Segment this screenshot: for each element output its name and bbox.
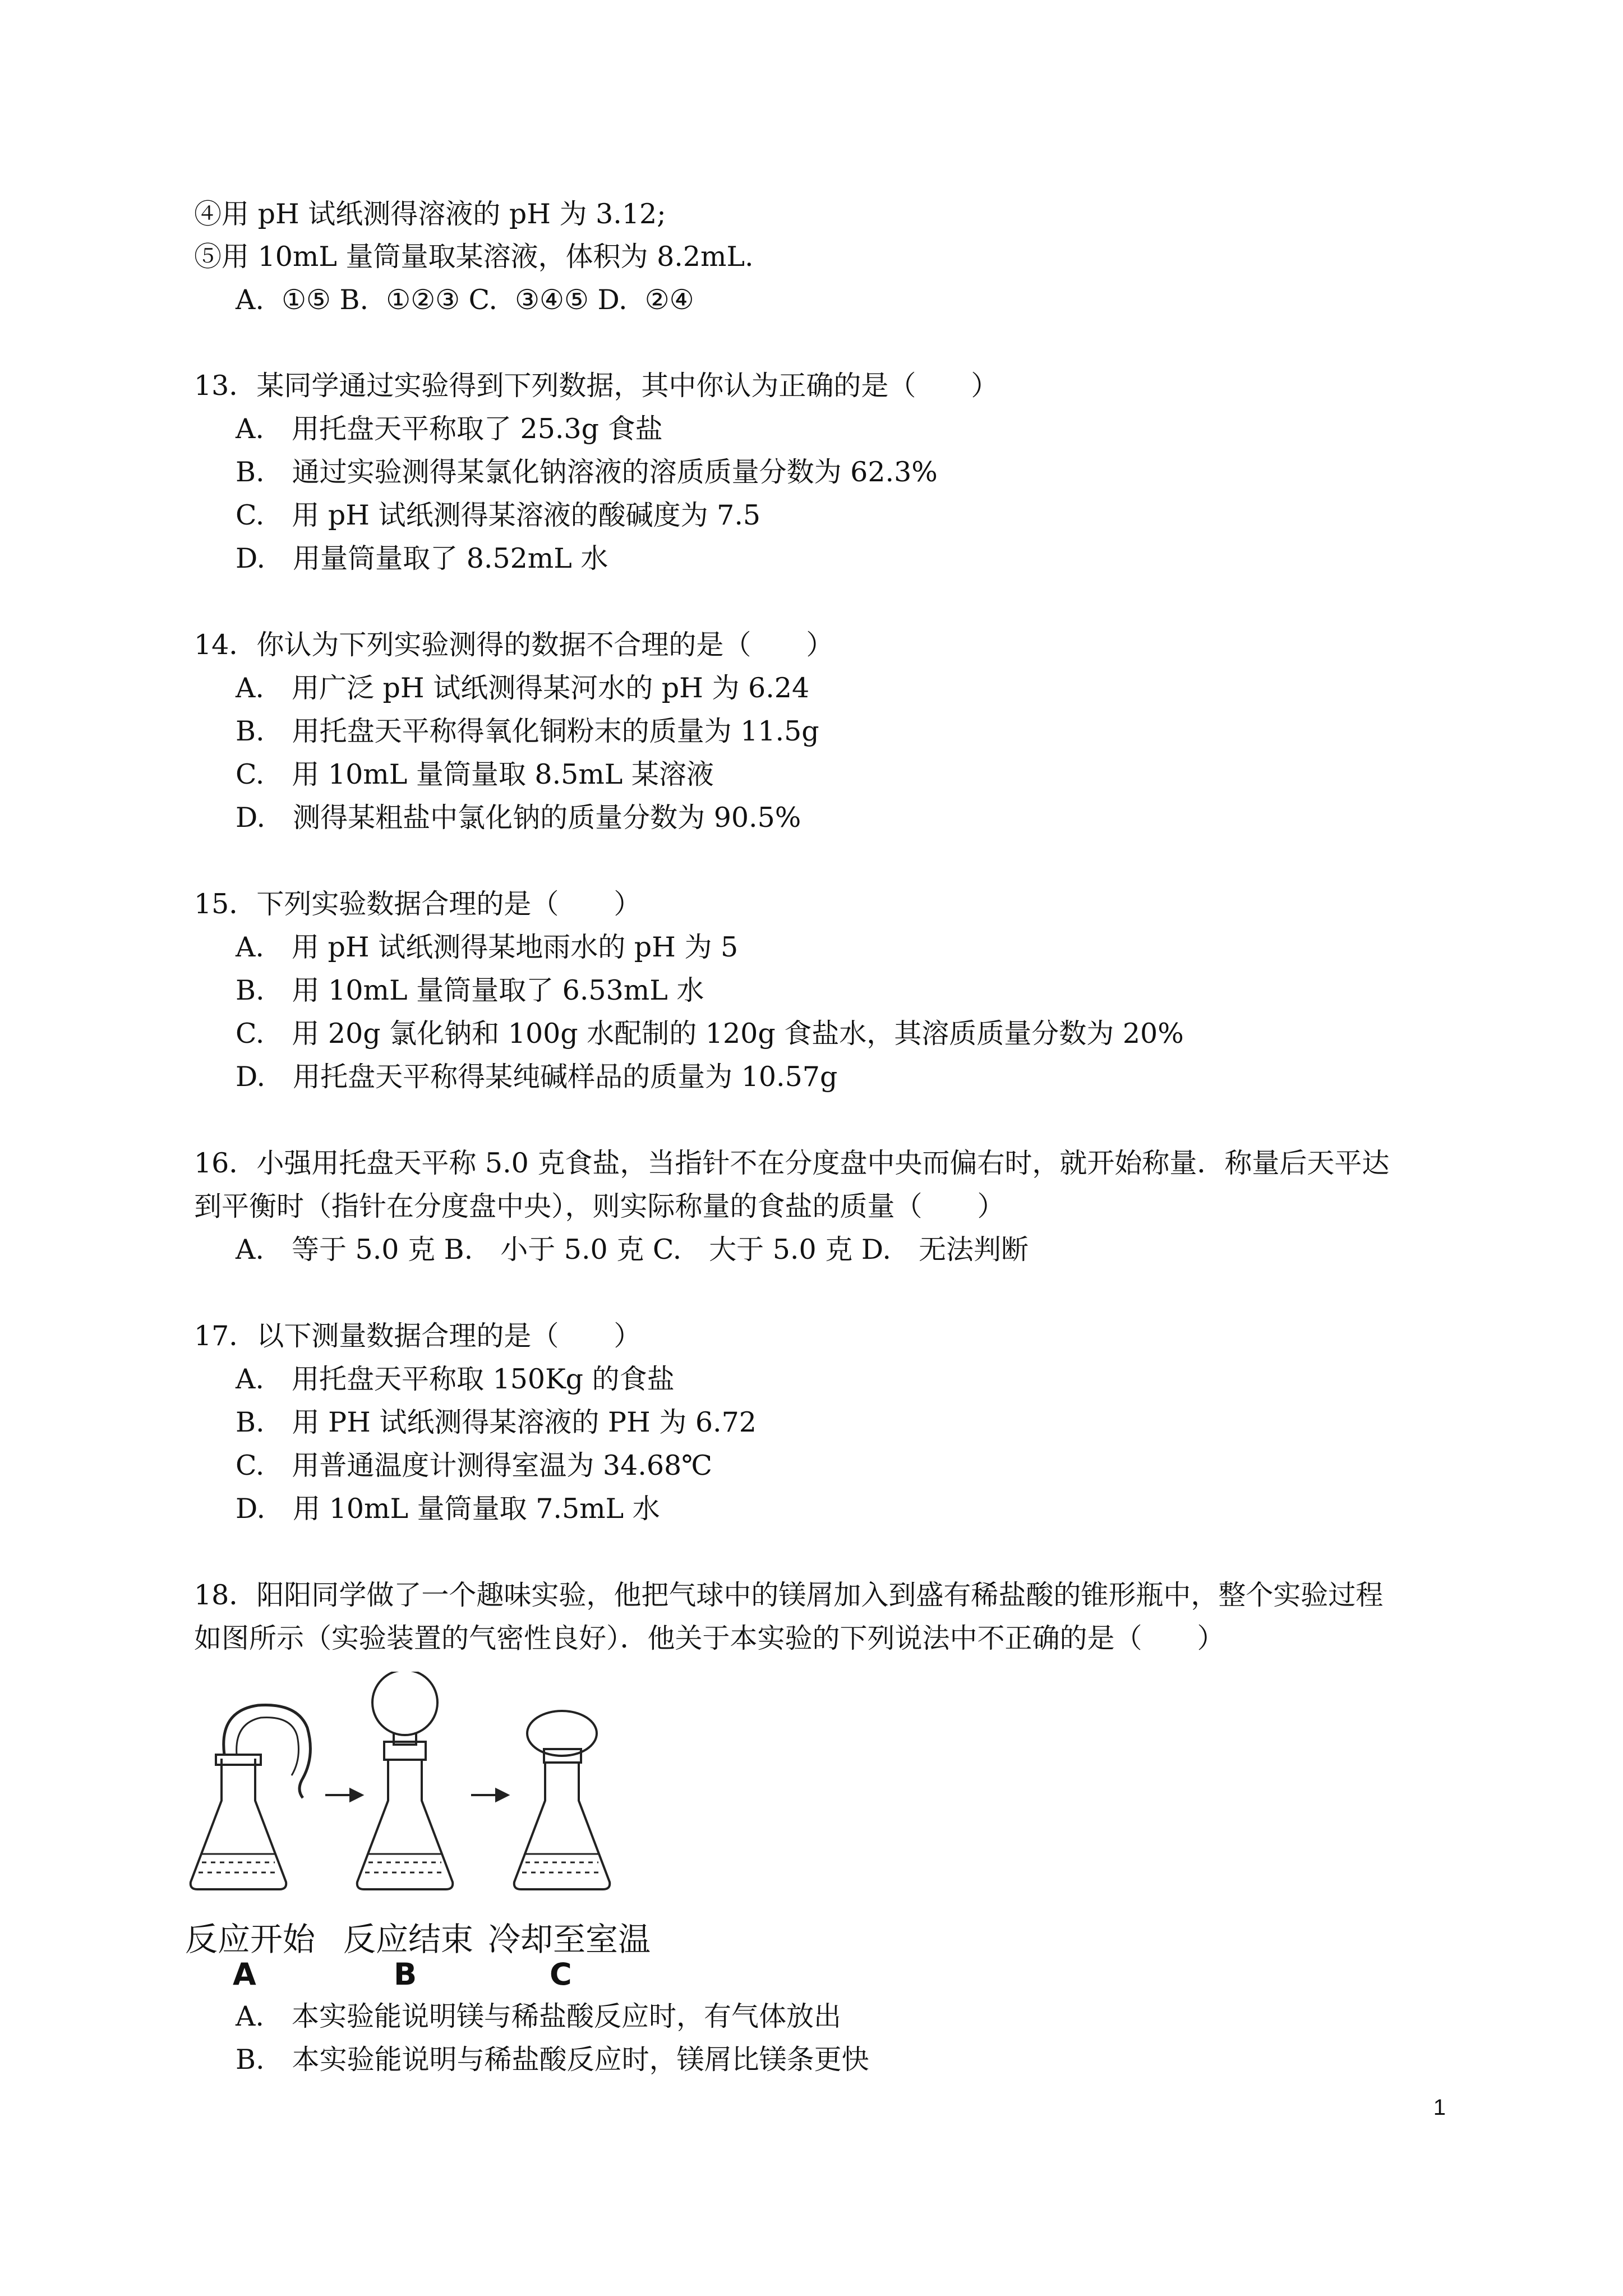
statement-4: ④用 pH 试纸测得溶液的 pH 为 3.12; bbox=[194, 198, 666, 230]
caption-b: 反应结束 bbox=[343, 1920, 474, 1958]
q15-option-d: D. 用托盘天平称得某纯碱样品的质量为 10.57g bbox=[236, 1061, 838, 1093]
q16-stem-line1: 16．小强用托盘天平称 5.0 克食盐，当指针不在分度盘中央而偏右时，就开始称量．称量后天平达 bbox=[194, 1147, 1390, 1179]
q18-option-a: A. 本实验能说明镁与稀盐酸反应时，有气体放出 bbox=[236, 2000, 841, 2032]
q15-option-b: B. 用 10mL 量筒量取了 6.53mL 水 bbox=[236, 974, 704, 1006]
q17-stem: 17．以下测量数据合理的是（ ） bbox=[194, 1320, 642, 1352]
q16-options: A. 等于 5.0 克 B. 小于 5.0 克 C. 大于 5.0 克 D. 无法判断 bbox=[236, 1234, 1029, 1266]
q17-option-c: C. 用普通温度计测得室温为 34.68℃ bbox=[236, 1450, 712, 1481]
q14-stem: 14．你认为下列实验测得的数据不合理的是（ ） bbox=[194, 629, 834, 661]
flask-a bbox=[191, 1705, 311, 1890]
label-b: B bbox=[394, 1957, 417, 1992]
q14-option-a: A. 用广泛 pH 试纸测得某河水的 pH 为 6.24 bbox=[236, 672, 810, 704]
q13-option-d: D. 用量筒量取了 8.52mL 水 bbox=[236, 542, 608, 574]
statement-5: ⑤用 10mL 量筒量取某溶液，体积为 8.2mL. bbox=[194, 241, 754, 273]
q14-option-d: D. 测得某粗盐中氯化钠的质量分数为 90.5% bbox=[236, 802, 801, 834]
arrow-1 bbox=[325, 1789, 362, 1801]
flask-c bbox=[514, 1711, 610, 1889]
q16-stem-line2: 到平衡时（指针在分度盘中央），则实际称量的食盐的质量（ ） bbox=[194, 1190, 1005, 1222]
experiment-figure bbox=[185, 1672, 667, 1997]
q14-option-b: B. 用托盘天平称得氧化铜粉末的质量为 11.5g bbox=[236, 715, 819, 747]
q17-option-d: D. 用 10mL 量筒量取 7.5mL 水 bbox=[236, 1493, 660, 1525]
q13-stem: 13．某同学通过实验得到下列数据，其中你认为正确的是（ ） bbox=[194, 370, 999, 402]
label-c: C bbox=[550, 1957, 572, 1992]
caption-c: 冷却至室温 bbox=[488, 1920, 651, 1958]
q17-option-b: B. 用 PH 试纸测得某溶液的 PH 为 6.72 bbox=[236, 1406, 757, 1438]
page-number: 1 bbox=[1433, 2095, 1446, 2120]
q13-option-c: C. 用 pH 试纸测得某溶液的酸碱度为 7.5 bbox=[236, 499, 761, 531]
flask-diagram bbox=[185, 1672, 667, 1918]
caption-a: 反应开始 bbox=[185, 1920, 316, 1958]
q18-stem-line2: 如图所示（实验装置的气密性良好）．他关于本实验的下列说法中不正确的是（ ） bbox=[194, 1622, 1225, 1654]
arrow-2 bbox=[471, 1789, 508, 1801]
q12-options: A. ①⑤ B. ①②③ C. ③④⑤ D. ②④ bbox=[236, 284, 694, 316]
q18-stem-line1: 18．阳阳同学做了一个趣味实验，他把气球中的镁屑加入到盛有稀盐酸的锥形瓶中，整个实验过程 bbox=[194, 1579, 1384, 1611]
q18-option-b: B. 本实验能说明与稀盐酸反应时，镁屑比镁条更快 bbox=[236, 2044, 869, 2076]
label-a: A bbox=[233, 1957, 256, 1992]
q15-stem: 15．下列实验数据合理的是（ ） bbox=[194, 888, 642, 920]
q13-option-b: B. 通过实验测得某氯化钠溶液的溶质质量分数为 62.3% bbox=[236, 456, 938, 488]
q15-option-a: A. 用 pH 试纸测得某地雨水的 pH 为 5 bbox=[236, 931, 739, 963]
q17-option-a: A. 用托盘天平称取 150Kg 的食盐 bbox=[236, 1363, 675, 1395]
q13-option-a: A. 用托盘天平称取了 25.3g 食盐 bbox=[236, 413, 663, 445]
q14-option-c: C. 用 10mL 量筒量取 8.5mL 某溶液 bbox=[236, 758, 714, 790]
q15-option-c: C. 用 20g 氯化钠和 100g 水配制的 120g 食盐水，其溶质质量分数为 20% bbox=[236, 1018, 1184, 1050]
flask-b bbox=[357, 1672, 453, 1889]
